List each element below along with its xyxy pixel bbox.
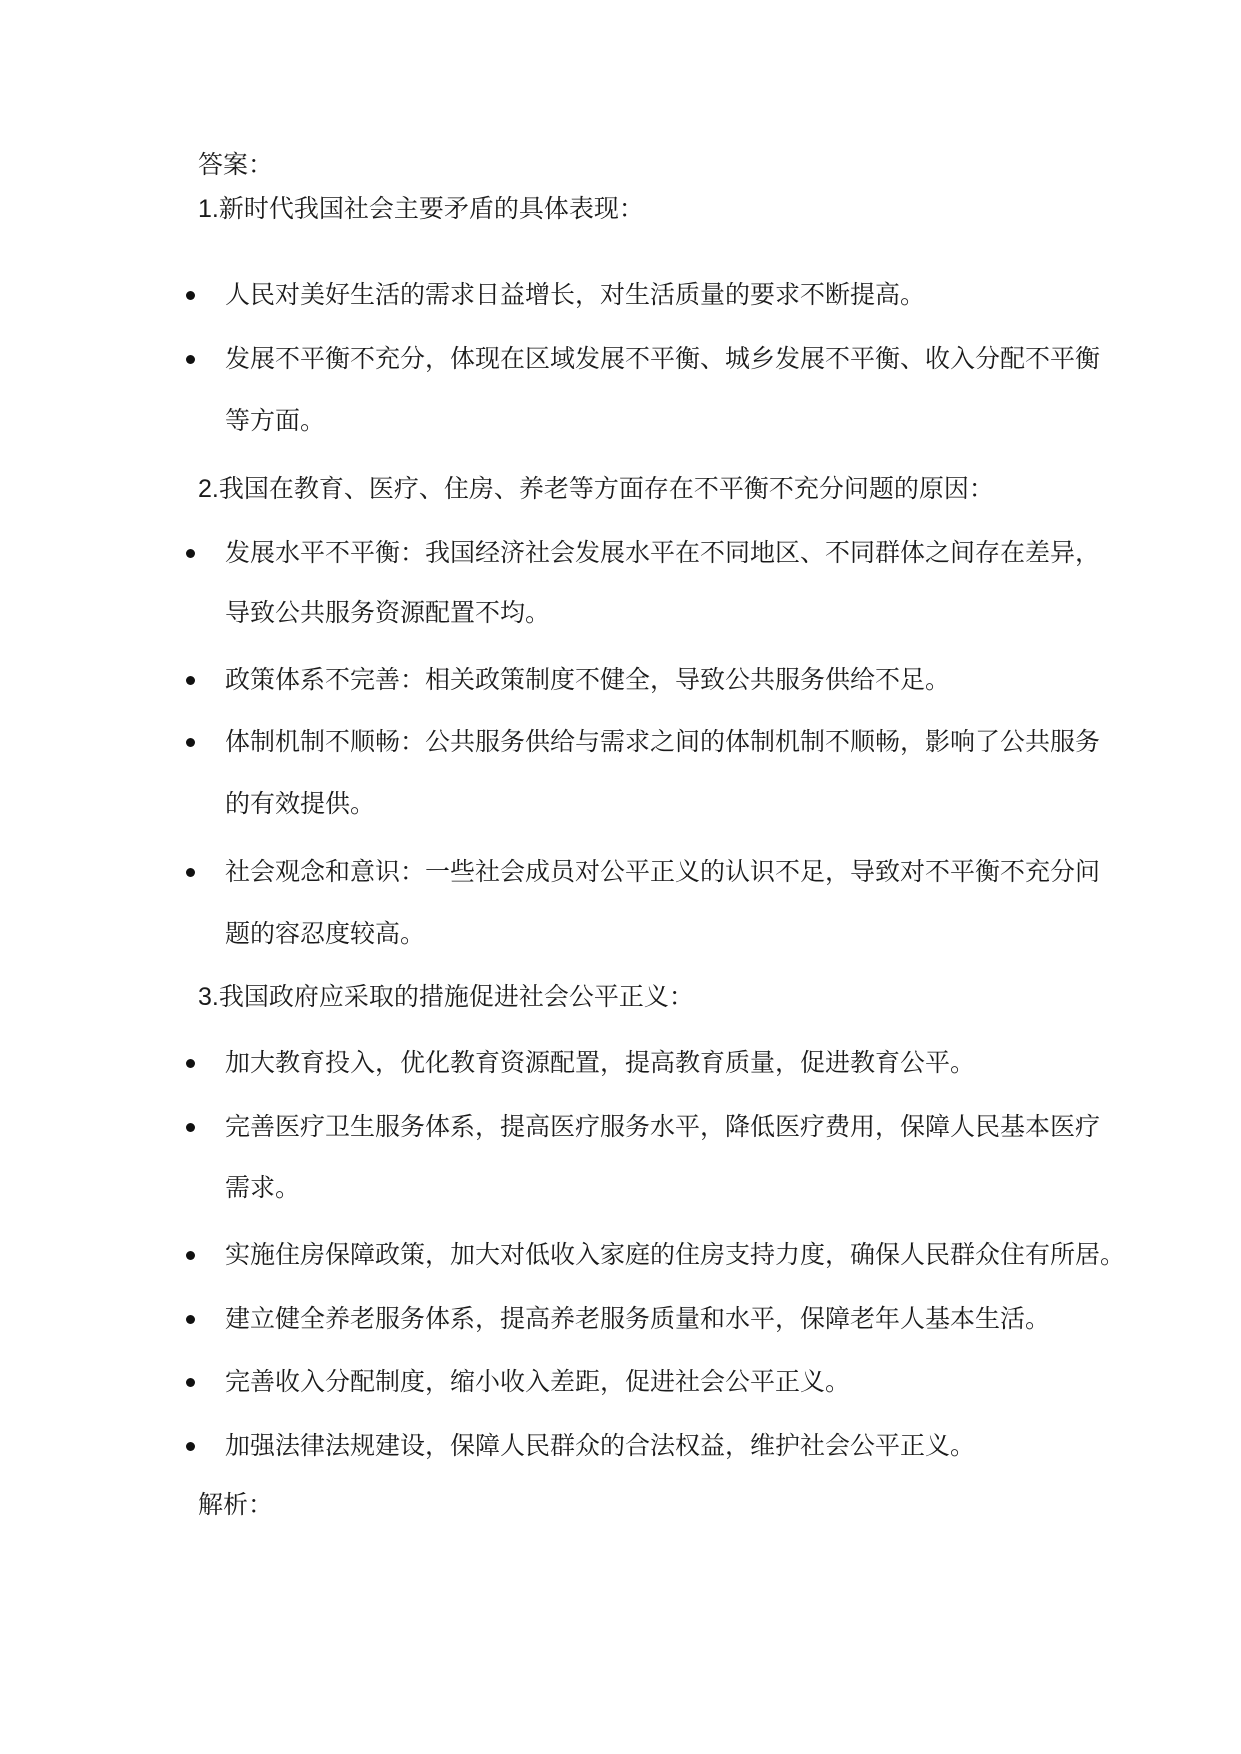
bullet-icon	[186, 291, 195, 300]
section-1-item-2-cont: 等方面。	[225, 406, 326, 435]
bullet-icon	[186, 1378, 195, 1387]
section-2-item-2: 政策体系不完善：相关政策制度不健全，导致公共服务供给不足。	[225, 665, 951, 694]
section-2-item-3-cont: 的有效提供。	[225, 789, 376, 818]
section-3-item-2-cont: 需求。	[225, 1173, 301, 1202]
section-2-item-3: 体制机制不顺畅：公共服务供给与需求之间的体制机制不顺畅，影响了公共服务	[225, 727, 1101, 756]
section-2-item-4-cont: 题的容忍度较高。	[225, 919, 426, 948]
section-1-item-2: 发展不平衡不充分，体现在区域发展不平衡、城乡发展不平衡、收入分配不平衡	[225, 344, 1101, 373]
section-2-number: 2.	[198, 475, 219, 503]
analysis-label: 解析：	[198, 1490, 274, 1519]
section-1-number: 1.	[198, 195, 219, 223]
bullet-icon	[186, 549, 195, 558]
section-2-item-1-cont: 导致公共服务资源配置不均。	[225, 598, 551, 627]
section-3-item-1: 加大教育投入，优化教育资源配置，提高教育质量，促进教育公平。	[225, 1048, 976, 1077]
section-1-heading	[198, 192, 644, 226]
section-3-heading	[198, 980, 694, 1014]
section-3-item-4: 建立健全养老服务体系，提高养老服务质量和水平，保障老年人基本生活。	[225, 1304, 1051, 1333]
bullet-icon	[186, 1123, 195, 1132]
section-3-item-5: 完善收入分配制度，缩小收入差距，促进社会公平正义。	[225, 1367, 851, 1396]
section-3-item-3: 实施住房保障政策，加大对低收入家庭的住房支持力度，确保人民群众住有所居。	[225, 1240, 1126, 1269]
section-3-number: 3.	[198, 983, 219, 1011]
section-2-item-4: 社会观念和意识：一些社会成员对公平正义的认识不足，导致对不平衡不充分问	[225, 857, 1101, 886]
section-1-title: 新时代我国社会主要矛盾的具体表现：	[218, 194, 644, 223]
bullet-icon	[186, 1442, 195, 1451]
answer-label: 答案：	[198, 150, 274, 179]
section-2-heading	[198, 472, 994, 506]
section-3-title: 我国政府应采取的措施促进社会公平正义：	[218, 982, 694, 1011]
section-1-item-1: 人民对美好生活的需求日益增长，对生活质量的要求不断提高。	[225, 280, 926, 309]
bullet-icon	[186, 1251, 195, 1260]
section-2-title: 我国在教育、医疗、住房、养老等方面存在不平衡不充分问题的原因：	[218, 474, 994, 503]
bullet-icon	[186, 1315, 195, 1324]
section-3-item-2: 完善医疗卫生服务体系，提高医疗服务水平，降低医疗费用，保障人民基本医疗	[225, 1112, 1101, 1141]
bullet-icon	[186, 738, 195, 747]
bullet-icon	[186, 868, 195, 877]
section-2-item-1: 发展水平不平衡：我国经济社会发展水平在不同地区、不同群体之间存在差异，	[225, 538, 1101, 567]
section-3-item-6: 加强法律法规建设，保障人民群众的合法权益，维护社会公平正义。	[225, 1431, 976, 1460]
bullet-icon	[186, 1059, 195, 1068]
bullet-icon	[186, 355, 195, 364]
bullet-icon	[186, 676, 195, 685]
